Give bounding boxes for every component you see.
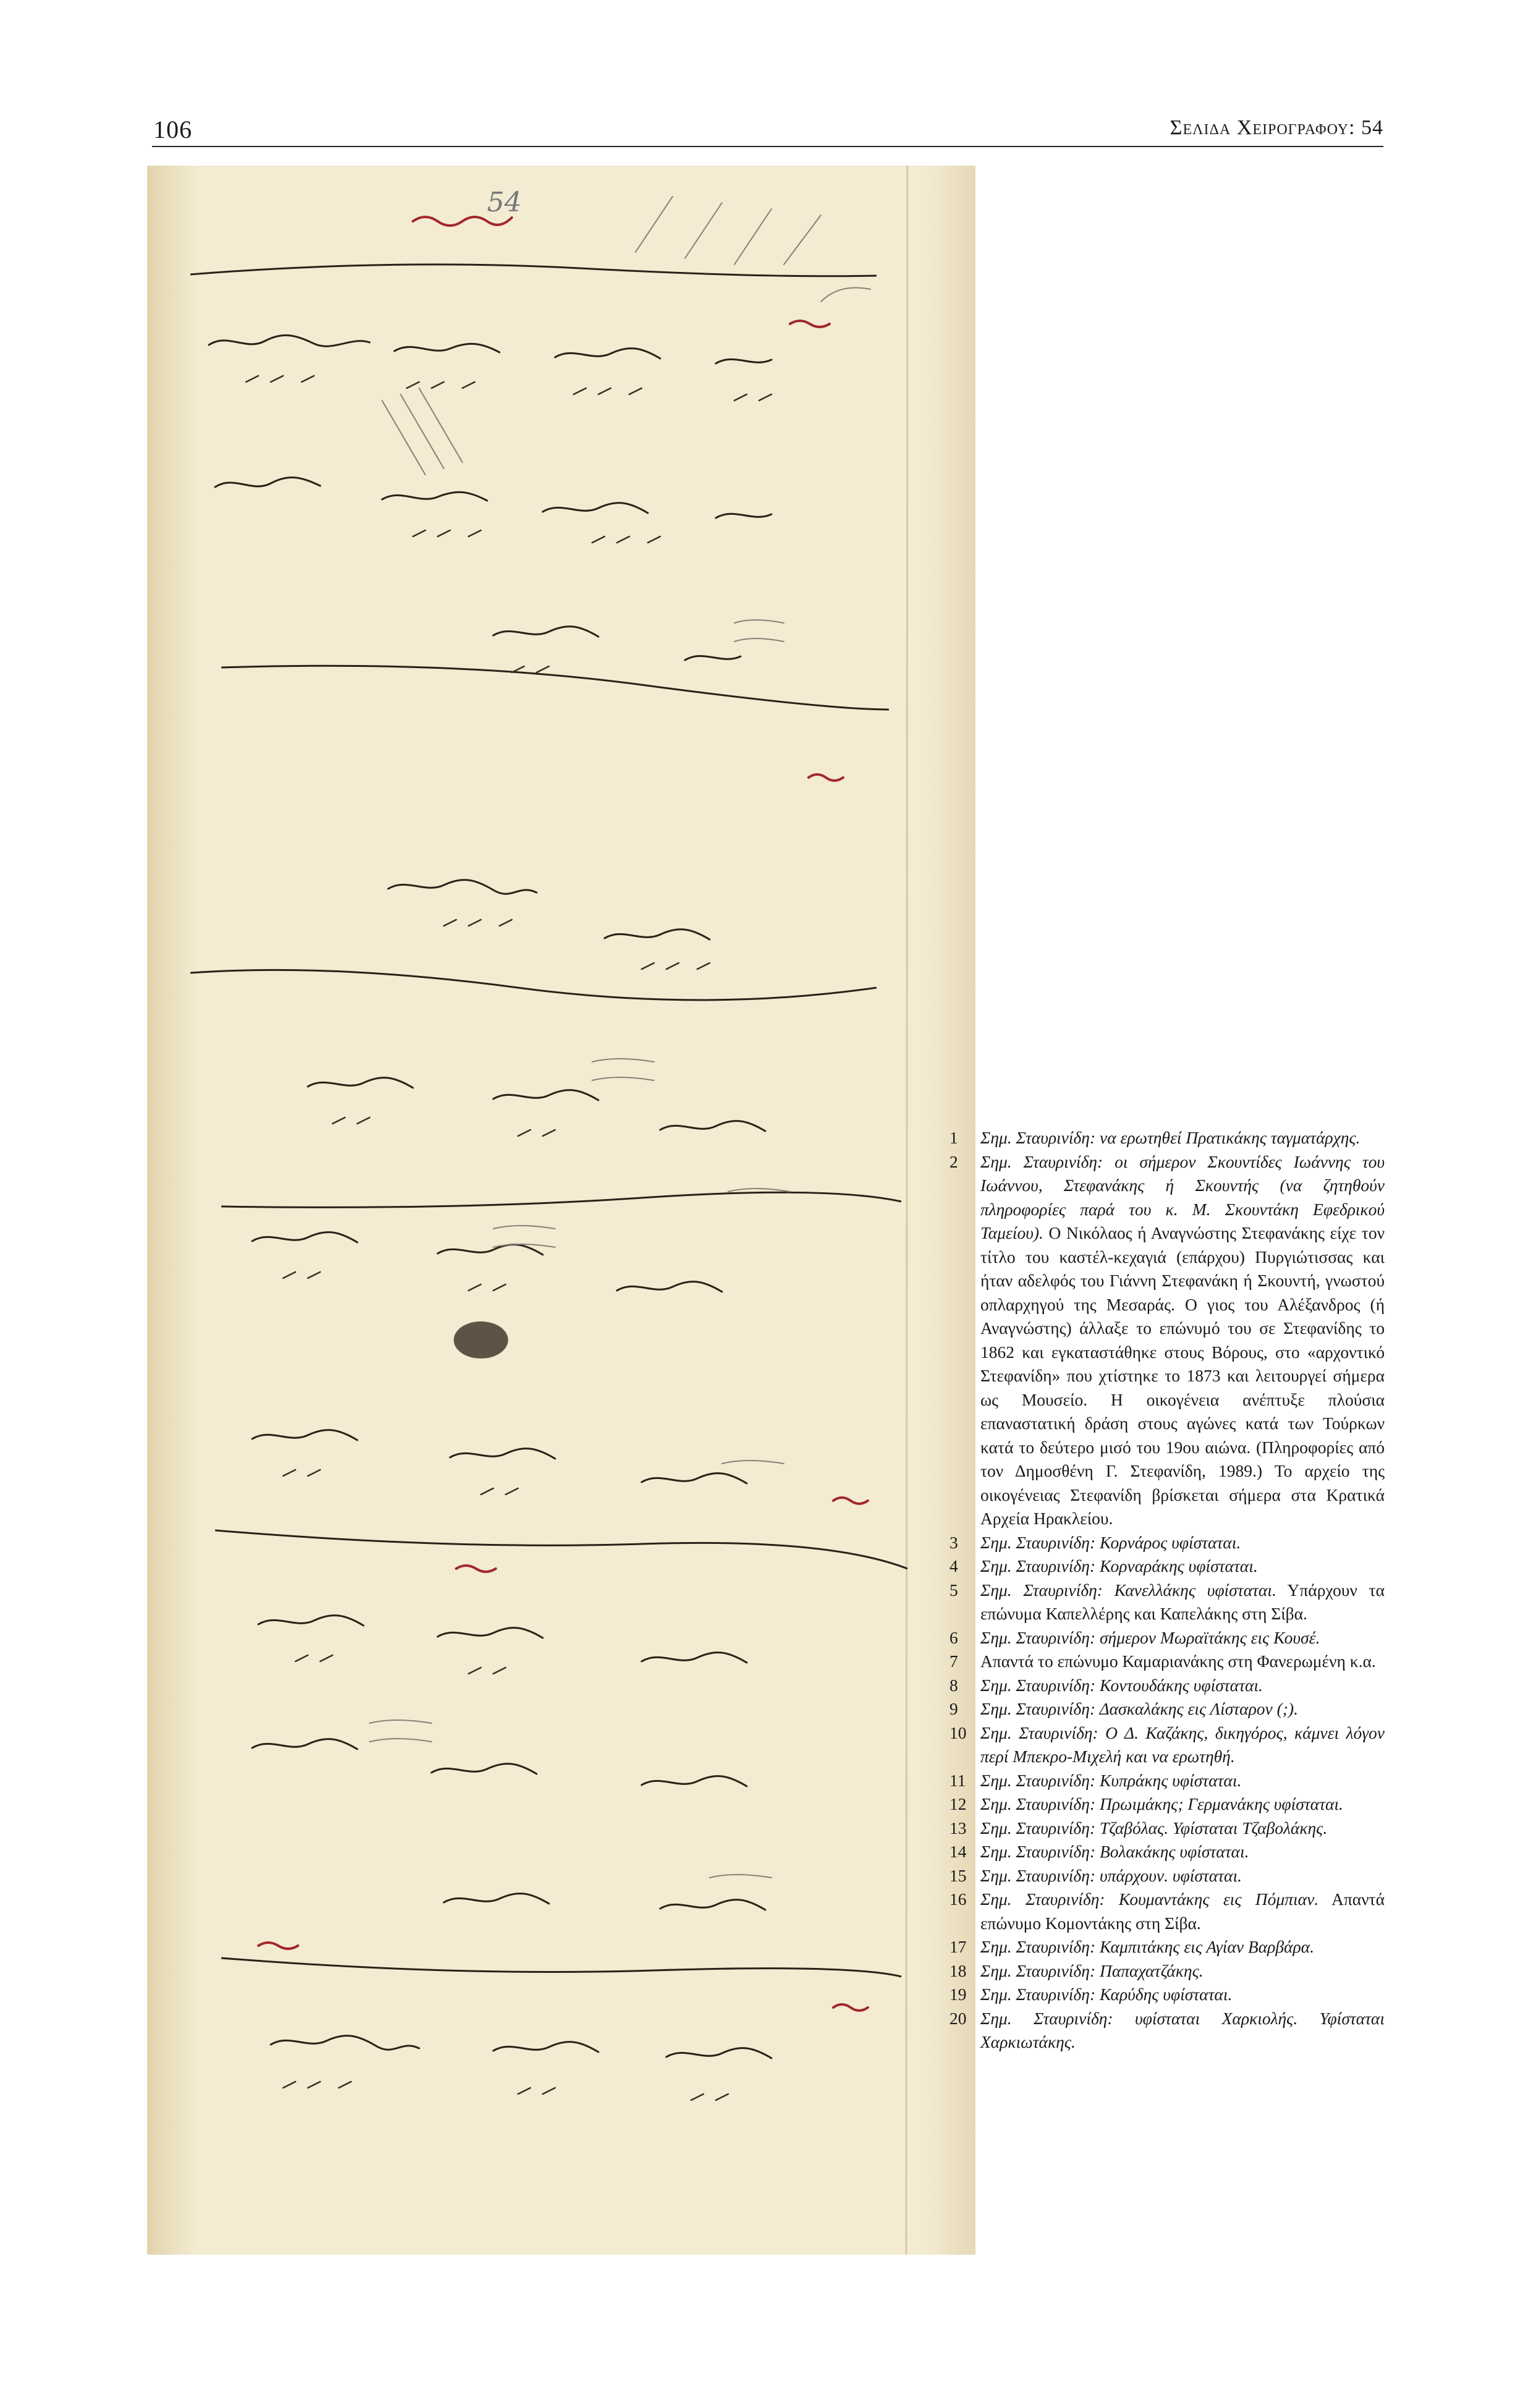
footnote-8 [949,1674,1385,1698]
footnote-number: 19 [949,1985,967,2004]
footnote-text [980,1983,1385,2007]
footnote-number: 20 [949,2008,967,2028]
footnote-text [980,1554,1385,1579]
footnote-italic: Σημ. Σταυρινίδη: Βολακάκης υφίσταται. [980,1842,1249,1861]
footnote-number: 17 [949,1937,967,1956]
footnote-number: 1 [949,1128,958,1147]
footnote-number: 8 [949,1675,958,1695]
footnote-19 [949,1983,1385,2007]
footnote-text [980,1126,1385,1150]
footnote-italic: Σημ. Σταυρινίδη: Κανελλάκης υφίσταται. [980,1580,1276,1600]
footnote-number: 13 [949,1818,967,1838]
footnote-number: 3 [949,1532,958,1552]
manuscript-drawing [147,166,975,2255]
header-rule [152,146,1383,147]
footnote-10 [949,1721,1385,1769]
footnote-body: Απαντά επώνυμο Κομοντάκης στη Σίβα. [980,1889,1385,1933]
footnote-5 [949,1579,1385,1626]
footnote-number: 11 [949,1770,966,1790]
footnote-16 [949,1888,1385,1935]
footnote-text [980,1959,1385,1983]
footnote-15 [949,1864,1385,1888]
footnote-text [980,1935,1385,1959]
footnote-number: 10 [949,1723,967,1742]
footnote-italic: Σημ. Σταυρινίδη: Κουμαντάκης εις Πόμπιαν. [980,1889,1319,1909]
footnote-body: Υπάρχουν τα επώνυμα Καπελλέρης και Καπελάκης στη Σίβα. [980,1580,1385,1623]
footnote-text [980,2007,1385,2054]
footnote-17 [949,1935,1385,1959]
footnote-number: 4 [949,1556,958,1575]
footnote-italic: Σημ. Σταυρινίδη: Κυπράκης υφίσταται. [980,1770,1242,1790]
footnote-13 [949,1817,1385,1841]
footnote-italic: Σημ. Σταυρινίδη: Κοντουδάκης υφίσταται. [980,1675,1263,1695]
footnote-italic: Σημ. Σταυρινίδη: Τζαβόλας. Υφίσταται Τζαβολάκης. [980,1818,1328,1838]
footnote-text [980,1817,1385,1841]
manuscript-image [147,166,975,2255]
footnote-9 [949,1697,1385,1721]
footnote-2 [949,1150,1385,1531]
footnote-italic: Σημ. Σταυρινίδη: υπάρχουν. υφίσταται. [980,1865,1242,1885]
footnote-italic: Σημ. Σταυρινίδη: Κορνάρος υφίσταται. [980,1532,1241,1552]
footnote-text [980,1888,1385,1935]
footnote-12 [949,1792,1385,1817]
footnote-text [980,1721,1385,1769]
footnote-italic: Σημ. Σταυρινίδη: Καρύδης υφίσταται. [980,1985,1233,2004]
footnote-7 [949,1650,1385,1674]
footnote-italic: Σημ. Σταυρινίδη: σήμερον Μωραϊτάκης εις Κουσέ. [980,1627,1320,1647]
footnote-3 [949,1531,1385,1555]
footnote-number: 15 [949,1865,967,1885]
footnote-text [980,1792,1385,1817]
footnote-italic: Σημ. Σταυρινίδη: Πρωιμάκης; Γερμανάκης υφίσταται. [980,1794,1343,1813]
footnote-text [980,1579,1385,1626]
footnote-number: 5 [949,1580,958,1600]
footnote-number: 6 [949,1627,958,1647]
footnote-14 [949,1840,1385,1864]
footnote-6 [949,1626,1385,1650]
footnote-italic: Σημ. Σταυρινίδη: να ερωτηθεί Πρατικάκης ταγματάρχης. [980,1128,1361,1147]
footnote-text [980,1650,1385,1674]
footnote-18 [949,1959,1385,1983]
footnote-text [980,1864,1385,1888]
footnote-italic: Σημ. Σταυρινίδη: Δασκαλάκης εις Λίσταρον (;). [980,1699,1298,1718]
footnote-text [980,1626,1385,1650]
footnote-number: 18 [949,1961,967,1980]
footnote-20 [949,2007,1385,2054]
ink-stain [454,1321,508,1359]
footnote-italic: Σημ. Σταυρινίδη: Καμπιτάκης εις Αγίαν Βαρβάρα. [980,1937,1314,1956]
footnote-italic: Σημ. Σταυρινίδη: Κορναράκης υφίσταται. [980,1556,1258,1575]
footnote-text [980,1150,1385,1531]
manuscript-page-marker: 54 [487,187,522,218]
footnote-number: 12 [949,1794,967,1813]
footnote-number: 9 [949,1699,958,1718]
footnote-11 [949,1769,1385,1793]
page-number: 106 [153,116,192,143]
footnote-text [980,1697,1385,1721]
footnote-number: 7 [949,1651,958,1671]
footnote-text [980,1531,1385,1555]
footnote-italic: Σημ. Σταυρινίδη: Παπαχατζάκης. [980,1961,1204,1980]
footnote-body: Απαντά το επώνυμο Καμαριανάκης στη Φανερωμένη κ.α. [980,1651,1376,1671]
footnotes [949,1126,1385,2054]
footnote-number: 16 [949,1889,967,1909]
footnote-text [980,1769,1385,1793]
footnote-text [980,1840,1385,1864]
footnote-italic: Σημ. Σταυρινίδη: υφίσταται Χαρκιολής. Υφίσταται Χαρκιωτάκης. [980,2008,1385,2051]
footnote-4 [949,1554,1385,1579]
footnote-number: 2 [949,1151,958,1171]
running-header: Σελιδα Χειρογραφου: 54 [1170,116,1383,139]
footnote-1 [949,1126,1385,1150]
footnote-text [980,1674,1385,1698]
footnote-number: 14 [949,1842,967,1861]
footnote-italic: Σημ. Σταυρινίδη: Ο Δ. Καζάκης, δικηγόρος, κάμνει λόγον περί Μπεκρο-Μιχελή και να ερωτηθή. [980,1723,1385,1766]
footnote-italic: Σημ. Σταυρινίδη: οι σήμερον Σκουντίδες Ιωάννης του Ιωάννου, Στεφανάκης ή Σκουντής (να ζητηθούν πληροφορίες παρά του κ. Μ. Σκουντάκη Εφεδρικού Ταμείου). [980,1151,1385,1242]
footnote-body: Ο Νικόλαος ή Αναγνώστης Στεφανάκης είχε τον τίτλο του καστέλ-κεχαγιά (επάρχου) Πυργιώτισσας και ήταν αδελφός του Γιάννη Στεφανάκη ή Σκουντή, γνωστού οπλαρχηγού της Μεσαράς. Ο γιος του Αλέξανδρος (ή Αναγνώστης) άλλαξε το επώνυμό του σε Στεφανίδης το 1862 και εγκαταστάθηκε στους Βόρους, στο «αρχοντικό Στεφανίδη» που χτίστηκε το 1873 και λειτουργεί σήμερα ως Μουσείο. Η οικογένεια ανέπτυξε πλούσια επαναστατική δράση στους αγώνες κατά των Τούρκων κατά το δεύτερο μισό του 19ου αιώνα. (Πληροφορίες από τον Δημοσθένη Γ. Στεφανίδη, 1989.) Το αρχείο της οικογένειας Στεφανίδη βρίσκεται σήμερα στα Κρατικά Αρχεία Ηρακλείου. [980,1223,1385,1528]
